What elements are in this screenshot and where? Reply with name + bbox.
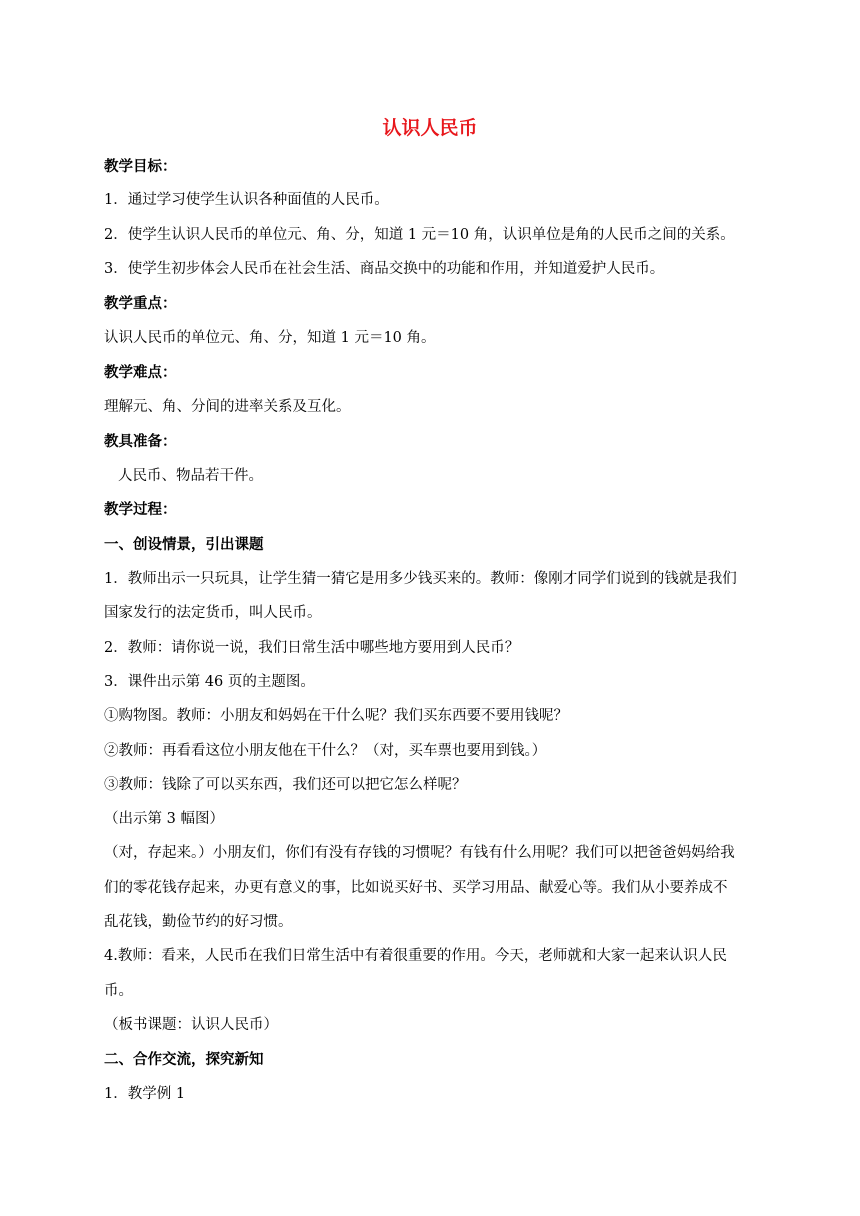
paragraph-line: 们的零花钱存起来，办更有意义的事，比如说买好书、买学习用品、献爱心等。我们从小要养成不 [104,880,728,896]
paragraph-line: 3．使学生初步体会人民币在社会生活、商品交换中的功能和作用，并知道爱护人民币。 [104,261,665,277]
paragraph-line: 乱花钱，勤俭节约的好习惯。 [104,914,293,930]
paragraph-line: 1．教师出示一只玩具，让学生猜一猜它是用多少钱买来的。教师：像刚才同学们说到的钱就是我们 [104,571,737,587]
paragraph-line: 2．教师：请你说一说，我们日常生活中哪些地方要用到人民币？ [104,640,520,656]
section-heading: 教具准备： [104,434,177,450]
paragraph-line: 理解元、角、分间的进率关系及互化。 [104,399,351,415]
paragraph-line: 3．课件出示第 46 页的主题图。 [104,674,315,690]
paragraph-line: （板书课题：认识人民币） [104,1017,278,1033]
section-heading: 教学难点： [104,365,177,381]
section-heading: 二、合作交流，探究新知 [104,1052,264,1068]
document-title: 认识人民币 [382,117,478,139]
section-heading: 教学目标： [104,159,177,175]
paragraph-line: 1．通过学习使学生认识各种面值的人民币。 [104,192,389,208]
paragraph-line: ③教师：钱除了可以买东西，我们还可以把它怎么样呢？ [104,777,467,793]
paragraph-line: 认识人民币的单位元、角、分，知道 1 元＝10 角。 [104,330,436,346]
section-heading: 教学重点： [104,296,177,312]
section-heading: 一、创设情景，引出课题 [104,537,264,553]
section-heading: 教学过程： [104,502,177,518]
paragraph-line: （出示第 3 幅图） [104,811,224,827]
paragraph-line: 人民币、物品若干件。 [118,468,263,484]
paragraph-line: ①购物图。教师：小朋友和妈妈在干什么呢？我们买东西要不要用钱呢？ [104,708,568,724]
paragraph-line: ②教师：再看看这位小朋友他在干什么？（对，买车票也要用到钱。） [104,743,547,759]
paragraph-line: 4.教师：看来，人民币在我们日常生活中有着很重要的作用。今天，老师就和大家一起来认识人民 [104,948,727,964]
paragraph-line: 国家发行的法定货币，叫人民币。 [104,605,322,621]
paragraph-line: 1．教学例 1 [104,1086,186,1102]
paragraph-line: （对，存起来。）小朋友们，你们有没有存钱的习惯呢？有钱有什么用呢？我们可以把爸爸妈妈给我 [104,845,735,861]
paragraph-line: 2．使学生认识人民币的单位元、角、分，知道 1 元＝10 角，认识单位是角的人民币之间的关系。 [104,227,735,243]
paragraph-line: 币。 [104,983,133,999]
